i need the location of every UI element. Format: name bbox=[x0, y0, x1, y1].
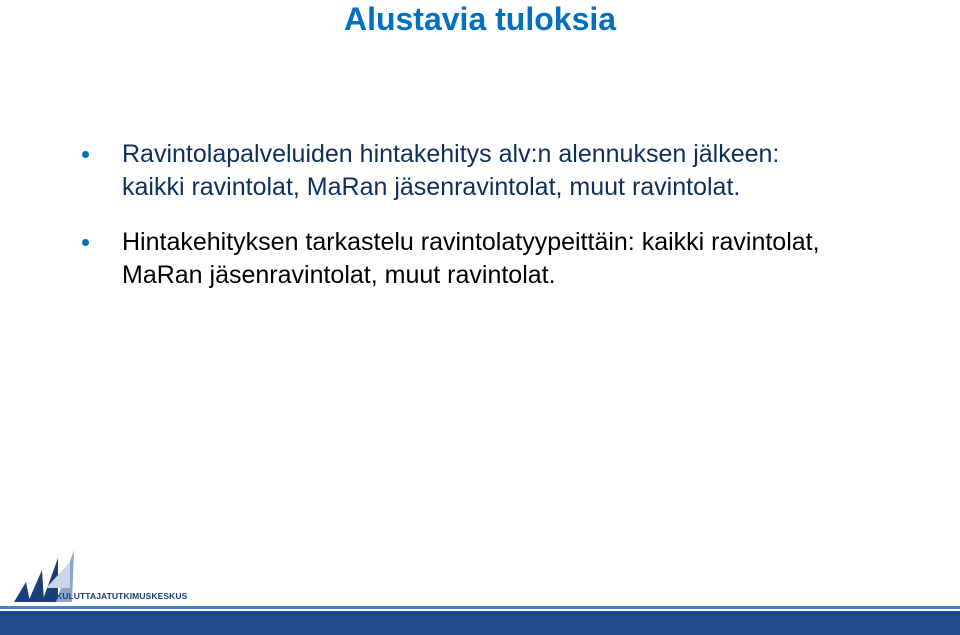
bullet-item bbox=[82, 138, 842, 204]
footer-bar bbox=[0, 611, 960, 635]
bullet-text: Ravintolapalveluiden hintakehitys alv:n alennuksen jälkeen: kaikki ravintolat, MaRan jäsenravintolat, muut ravintolat. bbox=[122, 140, 780, 201]
bullet-dot-icon bbox=[82, 239, 89, 246]
organization-logo bbox=[12, 548, 192, 608]
bullet-text: Hintakehityksen tarkastelu ravintolatyypeittäin: kaikki ravintolat, MaRan jäsenravintolat, muut ravintolat. bbox=[122, 228, 820, 289]
bullet-list bbox=[82, 138, 942, 314]
bullet-item bbox=[82, 226, 902, 292]
footer-stripe bbox=[0, 606, 960, 609]
slide-title: Alustavia tuloksia bbox=[343, 1, 617, 37]
logo-wordmark: KULUTTAJATUTKIMUSKESKUS bbox=[56, 591, 188, 601]
bullet-dot-icon bbox=[82, 151, 89, 158]
